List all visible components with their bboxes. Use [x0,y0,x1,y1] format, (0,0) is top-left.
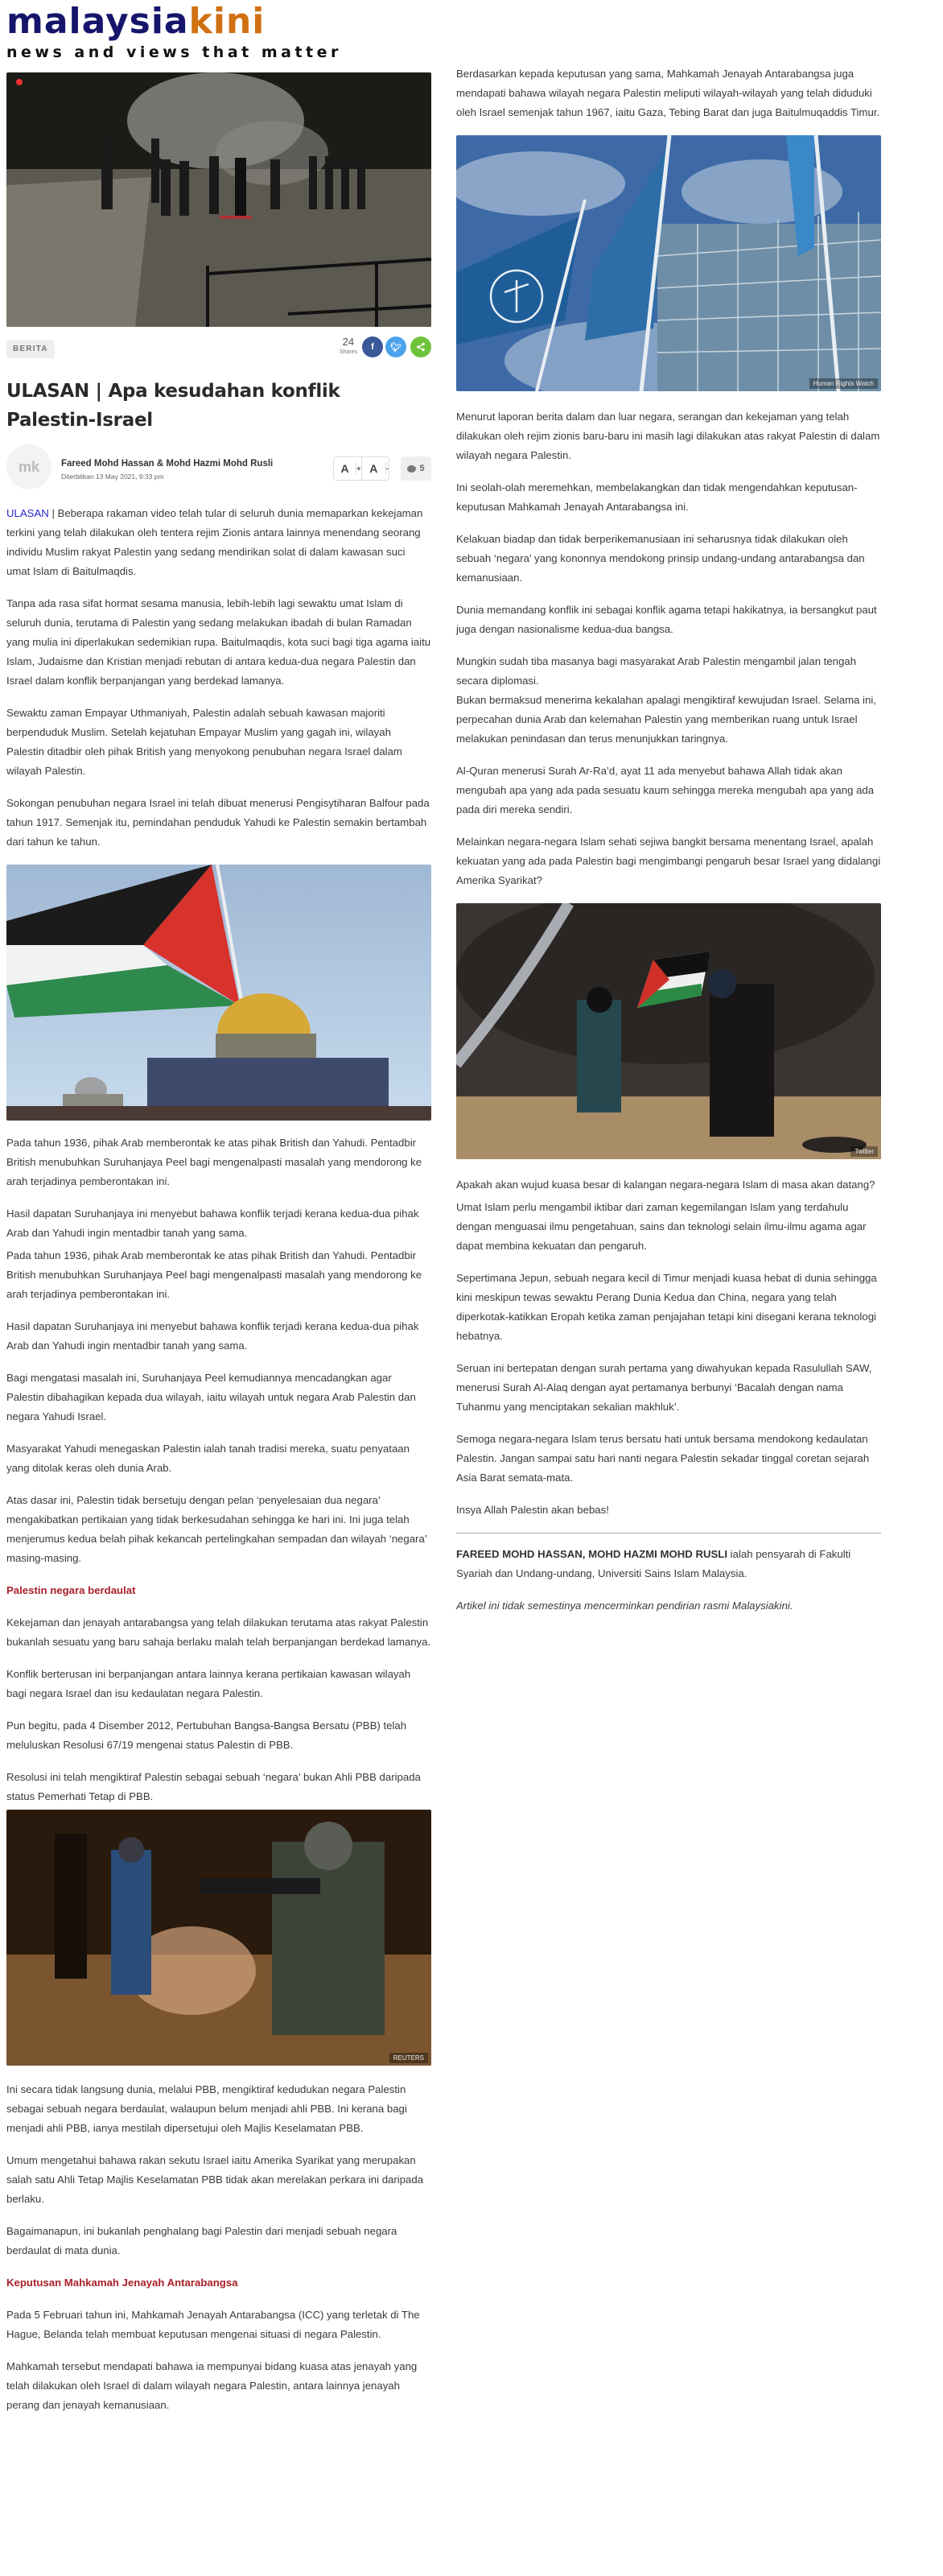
share-icon [416,342,426,352]
paragraph: Ini seolah-olah meremehkan, membelakangkan dan tidak mengendahkan keputusan-keputusan Mahkamah Jenayah Antarabangsa ini. [456,481,858,513]
paragraph: Resolusi ini telah mengiktiraf Palestin sebagai sebuah ‘negara’ bukan Ahli PBB daripada status Pemerhati Tetap di PBB. [6,1771,421,1802]
article-title: ULASAN | Apa kesudahan konflik Palestin-Israel [6,381,340,431]
paragraph: Sepertimana Jepun, sebuah negara kecil di Timur menjadi kuasa hebat di dunia sehingga kini meskipun tewas sewaktu Perang Dunia Kedua dan China, negara yang telah diperkotak-katikkan Eropah ketika zaman penjajahan tetapi kini disegani kerana teknologi hebatnya. [456,1272,877,1342]
paragraph: Pun begitu, pada 4 Disember 2012, Pertubuhan Bangsa-Bangsa Bersatu (PBB) telah meluluskan Resolusi 67/19 mengenai status Palestin di PBB. [6,1719,407,1751]
paragraph: Ini secara tidak langsung dunia, melalui PBB, mengiktiraf kedudukan negara Palestin sebagai sebuah negara berdaulat, walaupun belum menjadi ahli PBB. Ini kerana bagi menjadi ahli PBB, ianya mestilah dipersetujui oleh Majlis Keselamatan PBB. [6,2083,407,2134]
share-button[interactable] [410,336,431,357]
icc-flags-image [456,135,881,391]
subheading: Keputusan Mahkamah Jenayah Antarabangsa [6,2277,238,2289]
paragraph: Pada 5 Februari tahun ini, Mahkamah Jenayah Antarabangsa (ICC) yang terletak di The Hague, Belanda telah membuat keputusan mengenai situasi di negara Palestin. [6,2309,420,2340]
paragraph: Apakah akan wujud kuasa besar di kalangan negara-negara Islam di masa akan datang? [456,1179,875,1191]
paragraph: Semoga negara-negara Islam terus bersatu hati untuk bersama mendokong kedaulatan Palestin. Jangan sampai satu hari nanti negara Palestin sekadar tinggal coretan sejarah Asia Barat semata-mata. [456,1433,870,1484]
paragraph: Insya Allah Palestin akan bebas! [456,1504,609,1516]
article-meta-row [6,335,431,367]
share-count: 24 Shares [339,336,357,355]
comment-bubble-icon [407,465,416,473]
paragraph: Atas dasar ini, Palestin tidak bersetuju dengan pelan ‘penyelesaian dua negara’ mengakibatkan pertikaian yang tidak berkesudahan sehingga ke hari ini. Ini juga telah menjerumus kedua belah pihak kekancah pertelingkahan sempadan dan wilayah ‘negara’ masing-masing. [6,1494,427,1564]
icc-flags-image-graphic [456,135,881,391]
paragraph: Mahkamah tersebut mendapati bahawa ia mempunyai bidang kuasa atas jenayah yang telah dilakukan oleh Israel di dalam wilayah negara Palestin, antara lainnya jenayah perang dan jenayah kemanusiaan. [6,2360,418,2411]
publish-date: Diterbitkan 13 May 2021, 9:33 pm [61,473,164,481]
comments-button[interactable] [401,456,431,481]
paragraph: Hasil dapatan Suruhanjaya ini menyebut bahawa konflik terjadi kerana kedua-dua pihak Arab dan Yahudi ingin mentadbir tanah yang sama. [6,1320,419,1352]
author-bio: FAREED MOHD HASSAN, MOHD HAZMI MOHD RUSLI ialah pensyarah di Fakulti Syariah dan Undang-undang, Universiti Sains Islam Malaysia. [456,1548,851,1579]
minus-icon: - [386,464,389,473]
paragraph: Mungkin sudah tiba masanya bagi masyarakat Arab Palestin mengambil jalan tengah secara diplomasi. [456,655,857,687]
paragraph: Sokongan penubuhan negara Israel ini telah dibuat menerusi Pengisytiharan Balfour pada tahun 1917. Semenjak itu, pemindahan penduduk Yahudi ke Palestin semakin bertambah dari tahun ke tahun. [6,797,430,848]
plus-icon: + [356,464,361,473]
font-size-controls [333,456,389,481]
image-credit: Twitter [850,1146,878,1157]
twitter-icon: 🐦︎ [390,342,401,353]
logo-tagline: news and views that matter [6,43,342,61]
lead-label-link[interactable]: ULASAN [6,507,49,519]
site-logo[interactable] [6,2,342,61]
author-name[interactable]: Fareed Mohd Hassan & Mohd Hazmi Mohd Rusli [61,459,274,469]
byline [6,444,431,493]
article-right-column [456,64,881,1629]
author-avatar: mk [6,444,51,489]
paragraph: Melainkan negara-negara Islam sehati sejiwa bangkit bersama menentang Israel, apalah kekuatan yang ada pada Palestin bagi mengimbangi pengaruh besar Israel yang didalangi Amerika Syarikat? [456,836,881,886]
hero-image [6,72,431,327]
paragraph: Bagi mengatasi masalah ini, Suruhanjaya Peel kemudiannya mencadangkan agar Palestin dibahagikan kepada dua wilayah, iaitu wilayah untuk negara Arab Palestin dan negara Yahudi Israel. [6,1372,416,1422]
paragraph: Seruan ini bertepatan dengan surah pertama yang diwahyukan kepada Rasulullah SAW, menerusi Surah Al-Alaq dengan ayat pertamanya berbunyi ‘Bacalah dengan nama Tuhanmu yang menciptakan sekalian makhluk’. [456,1362,872,1413]
image-credit: REUTERS [389,2053,428,2063]
paragraph: Dunia memandang konflik ini sebagai konflik agama tetapi hakikatnya, ia bersangkut paut juga dengan nasionalisme kedua-dua bangsa. [456,604,877,635]
article-left-column [6,72,431,2428]
paragraph: Pada tahun 1936, pihak Arab memberontak ke atas pihak British dan Yahudi. Pentadbir British menubuhkan Suruhanjaya Peel bagi mengenalpasti masalah yang mendorong ke arah terjadinya pemberontakan ini. [6,1249,422,1300]
facebook-icon: f [371,342,374,352]
paragraph: Pada tahun 1936, pihak Arab memberontak ke atas pihak British dan Yahudi. Pentadbir British menubuhkan Suruhanjaya Peel bagi mengenalpasti masalah yang mendorong ke arah terjadinya pemberontakan ini. [6,1137,422,1187]
font-decrease-button[interactable]: A - [362,457,389,480]
comment-count: 5 [419,464,425,473]
image-credit: Human Rights Watch [809,378,878,389]
paragraph: Konflik berterusan ini berpanjangan antara lainnya kerana pertikaian kawasan wilayah bagi negara Israel dan isu kedaulatan negara Palestin. [6,1668,411,1699]
lead-paragraph: ULASAN | Beberapa rakaman video telah tular di seluruh dunia memaparkan kekejaman terkini yang telah dilakukan oleh tentera rejim Zionis antara lainnya menendang seorang individu Muslim rakyat Palestin yang sedang mendirikan solat di dalam kawasan suci umat Islam di Baitulmaqdis. [6,507,423,577]
protesters-flag-image-graphic [456,903,881,1159]
category-badge[interactable]: BERITA [6,340,55,358]
paragraph: Al-Quran menerusi Surah Ar-Ra’d, ayat 11 ada menyebut bahawa Allah tidak akan mengubah apa yang ada pada sesuatu kaum sehingga mereka mengubah apa yang ada pada diri mereka sendiri. [456,765,875,815]
protesters-flag-image [456,903,881,1159]
paragraph: Hasil dapatan Suruhanjaya ini menyebut bahawa konflik terjadi kerana kedua-dua pihak Arab dan Yahudi ingin mentadbir tanah yang sama. [6,1208,419,1239]
subheading: Palestin negara berdaulat [6,1584,136,1596]
paragraph: Masyarakat Yahudi menegaskan Palestin ialah tanah tradisi mereka, suatu penyataan yang ditolak keras oleh dunia Arab. [6,1443,410,1474]
paragraph: Berdasarkan kepada keputusan yang sama, Mahkamah Jenayah Antarabangsa juga mendapati bahawa wilayah negara Palestin meliputi wilayah-wilayah yang telah diduduki oleh Israel semenjak tahun 1967, iaitu Gaza, Tebing Barat dan juga Baitulmuqaddis Timur. [456,68,880,118]
police-clash-image [6,1810,431,2066]
paragraph: Kekejaman dan jenayah antarabangsa yang telah dilakukan terutama atas rakyat Palestin bukanlah sesuatu yang baru sahaja berlaku malah telah berpanjangan berdekad lamanya. [6,1616,431,1648]
paragraph: Umat Islam perlu mengambil iktibar dari zaman kegemilangan Islam yang terdahulu dengan menguasai ilmu pengetahuan, sains dan teknologi selain ilmu-ilmu agama agar dapat membina kekuatan dan pengaruh. [456,1201,867,1252]
paragraph: Bukan bermaksud menerima kekalahan apalagi mengiktiraf kewujudan Israel. Selama ini, perpecahan dunia Arab dan kelemahan Palestin yang memberikan ruang untuk Israel melakukan penindasan dan terus menunjukkan taringnya. [456,694,876,745]
twitter-share-button[interactable] [385,336,406,357]
divider [456,1533,881,1534]
paragraph: Menurut laporan berita dalam dan luar negara, serangan dan kekejaman yang telah dilakukan oleh rejim zionis baru-baru ini masih lagi dilakukan atas rakyat Palestin di dalam wilayah negara Palestin. [456,411,880,461]
font-increase-button[interactable]: A + [334,457,362,480]
hero-image-graphic [6,72,431,327]
police-clash-image-graphic [6,1810,431,2066]
paragraph: Umum mengetahui bahawa rakan sekutu Israel iaitu Amerika Syarikat yang merupakan salah satu Ahli Tetap Majlis Keselamatan PBB tidak akan merelakan perkara ini daripada berlaku. [6,2154,424,2205]
paragraph: Sewaktu zaman Empayar Uthmaniyah, Palestin adalah sebuah kawasan majoriti berpenduduk Muslim. Setelah kejatuhan Empayar Muslim yang gagah ini, wilayah Palestin ditadbir oleh pihak British yang menyokong penubuhan negara Israel dalam wilayah Palestin. [6,707,402,777]
disclaimer: Artikel ini tidak semestinya mencerminkan pendirian rasmi Malaysiakini. [456,1600,793,1612]
dome-flag-image-graphic [6,865,431,1121]
paragraph: Kelakuan biadap dan tidak berperikemanusiaan ini seharusnya tidak dilakukan oleh sebuah ‘negara’ yang kononnya mendokong prinsip undang-undang antarabangsa dan kemanusiaan. [456,533,865,584]
paragraph: Bagaimanapun, ini bukanlah penghalang bagi Palestin dari menjadi sebuah negara berdaulat di mata dunia. [6,2225,397,2256]
logo-wordmark: malaysiakini [6,1,266,42]
dome-flag-image [6,865,431,1121]
bio-names: FAREED MOHD HASSAN, MOHD HAZMI MOHD RUSLI [456,1548,728,1560]
facebook-share-button[interactable] [362,336,383,357]
paragraph: Tanpa ada rasa sifat hormat sesama manusia, lebih-lebih lagi sewaktu umat Islam di seluruh dunia, terutama di Palestin yang sedang melakukan ibadah di bulan Ramadan yang mulia ini diperlakukan sedemikian rupa. Baitulmaqdis, kota suci bagi tiga agama iaitu Islam, Judaisme dan Kristian menjadi rebutan di antara kedua-dua negara Palestin dan Israel dalam konflik berpanjangan yang berdekad lamanya. [6,597,431,687]
